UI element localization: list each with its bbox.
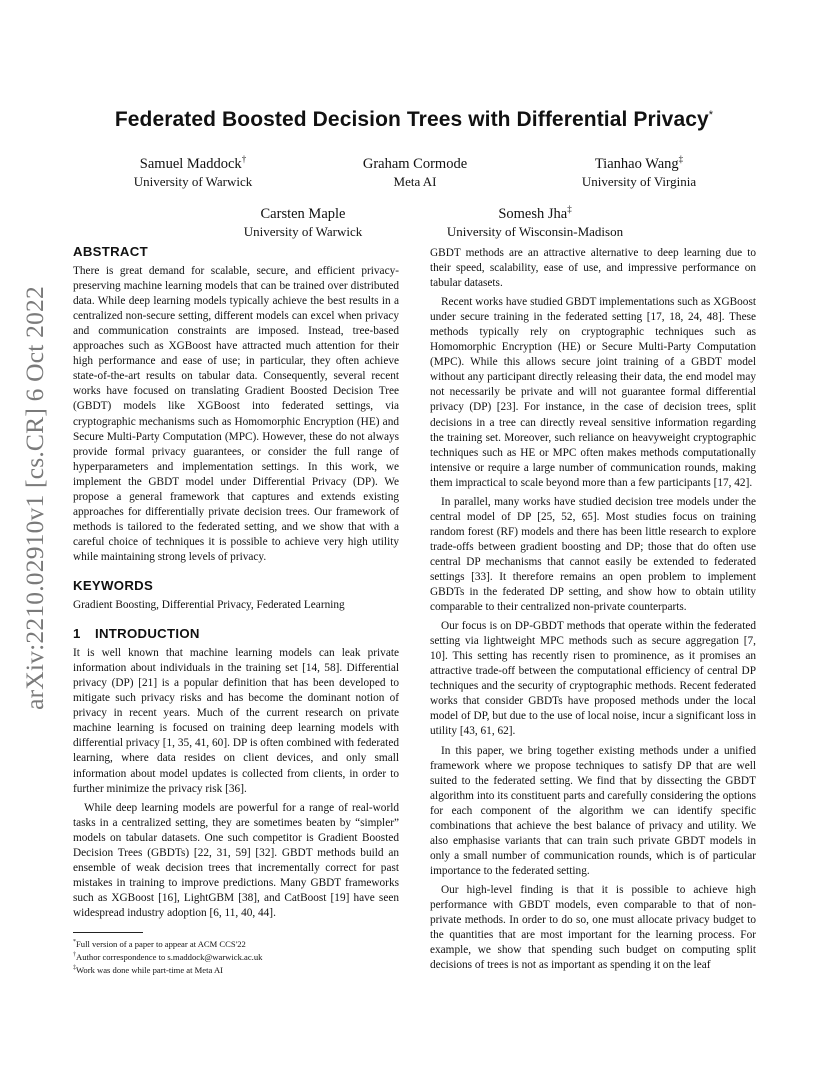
arxiv-side-stamp [20,288,50,708]
author-name: Samuel Maddock [139,155,242,172]
keywords-heading: KEYWORDS [73,577,154,593]
author-affiliation: University of Virginia [581,173,697,189]
author-name: Tianhao Wang [594,155,679,172]
keywords-text: Gradient Boosting, Differential Privacy, Federated Learning [73,599,345,612]
author-name: Carsten Maple [260,205,346,222]
footnote-mark: * [73,938,76,945]
author-block [208,201,398,240]
author-block [320,151,510,190]
arxiv-identifier: arXiv:2210.02910v1 [cs.CR] 6 Oct 2022 [20,286,49,710]
author-mark: ‡ [678,154,684,164]
body-paragraph: Our high-level finding is that it is possible to achieve high performance with GBDT models, even comparable to that of non-private methods. In order to do so, one must allocate privacy budget to the quantities that are most important for the learning process. For example, we show that spending such budget on computing split decisions of trees is not as important as spending it on the leaf [430,883,756,972]
footnote [73,963,399,976]
abstract-text: There is great demand for scalable, secure, and efficient privacy-preserving machine learning models that can be trained over distributed data. While deep learning models typically achieve the best results in a centralized non-secure setting, different models can excel when privacy and communication constraints are imposed. Instead, tree-based approaches such as XGBoost have attracted much attention for their high performance and ease of use; in particular, they often achieve state-of-the-art results on tabular data. Consequently, several recent works have focused on translating Gradient Boosted Decision Tree (GBDT) models like XGBoost into federated settings, via cryptographic mechanisms such as Homomorphic Encryption (HE) and Secure Multi-Party Computation (MPC). However, these do not always provide formal privacy guarantees, or consider the full range of hyperparameters and implementation settings. In this work, we implement the GBDT model under Differential Privacy (DP). We propose a general framework that captures and extends existing approaches for differentially private decision trees. Our framework of methods is tailored to the federated setting, and we show that with a careful choice of techniques it is possible to achieve very high utility while maintaining strong levels of privacy. [73,265,399,563]
author-mark: † [241,154,247,164]
author-affiliation: University of Warwick [243,223,363,239]
title-text: Federated Boosted Decision Trees with Differential Privacy [114,108,709,131]
footnote [73,937,399,950]
author-mark: ‡ [567,204,572,214]
body-paragraph: Our focus is on DP-GBDT methods that operate within the federated setting via lightweight MPC methods such as secure aggregation [7, 10]. This setting has recently risen to prominence, as it promises an attractive trade-off between the computational efficiency of central DP techniques and the security of cryptographic methods. Recent federated works that consider GBDTs have proposed methods under the local model of DP, but due to the use of local noise, incur a significant loss in utility [43, 61, 62]. [430,620,756,738]
author-block [544,151,734,190]
footnote-text: Work was done while part-time at Meta AI [76,964,224,975]
footnote-mark: ‡ [73,964,76,971]
intro-paragraph: While deep learning models are powerful for a range of real-world tasks in a centralized setting, they are sometimes beaten by “simpler” models on tabular datasets. One such competitor is Gradient Boosted Decision Trees (GBDTs) [22, 31, 59] [32]. GBDT methods build an ensemble of weak decision trees that incrementally correct for past mistakes in training to improve predictions. Many GBDT frameworks such as XGBoost [16], LightGBM [38], and CatBoost [19] have seen widespread industry adoption [6, 11, 40, 44]. [73,801,399,919]
abstract-heading: ABSTRACT [73,244,148,259]
author-block [98,151,288,190]
section-title: INTRODUCTION [95,626,200,642]
author-affiliation: University of Wisconsin-Madison [446,223,624,239]
author-block [410,201,660,240]
body-paragraph: GBDT methods are an attractive alternative to deep learning due to their speed, scalability, ease of use, and impressive performance on tabular datasets. [430,247,756,290]
author-affiliation: Meta AI [393,173,437,189]
section-number: 1 [73,626,81,642]
right-column [430,246,756,973]
body-paragraph: In this paper, we bring together existing methods under a unified framework where we propose techniques to satisfy DP that are well suited to the federated setting. We find that by dissecting the GBDT algorithm into its constituent parts and carefully considering the options for each component of the algorithm we can identify specific combinations that achieve the best balance of privacy and utility. We also emphasise variants that can train such private GBDT models in only a small number of communication rounds, which is of particular importance to the federated setting. [430,744,756,877]
intro-paragraph: It is well known that machine learning models can leak private information about individuals in the training set [14, 58]. Differential privacy (DP) [21] is a popular definition that has been developed to mitigate such privacy risks and has become the dominant notion of privacy in recent years. Much of the current research on private machine learning is focused on training deep learning models with differential privacy [1, 35, 41, 60]. DP is often combined with federated learning, where data resides on client devices, and only small information about model updates is collected from clients, in order to further minimize the privacy risk [36]. [73,647,399,795]
footnote-text: Full version of a paper to appear at ACM CCS'22 [76,938,246,949]
footnote-text: Author correspondence to s.maddock@warwick.ac.uk [76,951,263,962]
footnote-divider [73,932,143,933]
left-column [73,244,399,976]
paper-title [0,108,828,132]
author-affiliation: University of Warwick [133,173,253,189]
title-footnote-mark: * [708,109,714,121]
body-paragraph: In parallel, many works have studied decision tree models under the central model of DP [25, 52, 65]. Most studies focus on training random forest (RF) models and there has been little research to explore trade-offs between gradient boosting and DP; those that do often use central DP mechanisms that cannot easily be extended to federated settings [33]. It therefore remains an open problem to implement GBDTs in the federated DP setting, and show how to obtain utility comparable to their centralized non-private counterparts. [430,495,756,614]
footnote-mark: † [73,951,76,958]
body-paragraph: Recent works have studied GBDT implementations such as XGBoost under secure training in the federated setting [17, 18, 24, 48]. These methods typically rely on cryptographic techniques such as Homomorphic Encryption (HE) or Secure Multi-Party Computation (MPC). While this allows secure joint training of a GBDT model without any participant directly releasing their data, the end model may not necessarily be private and will not guarantee formal differential privacy (DP) [23]. For instance, in the case of decision trees, split decisions in a tree can directly reveal sensitive information regarding the training set. Moreover, such reliance on heavyweight cryptographic techniques such as HE or MPC often makes methods computationally intensive or require a large number of communication rounds, making them impractical to scale beyond more than a few participants [17, 42]. [430,296,756,489]
footnote [73,950,399,963]
author-name: Graham Cormode [362,155,468,172]
introduction-heading [73,626,399,641]
author-name: Somesh Jha [498,205,568,222]
